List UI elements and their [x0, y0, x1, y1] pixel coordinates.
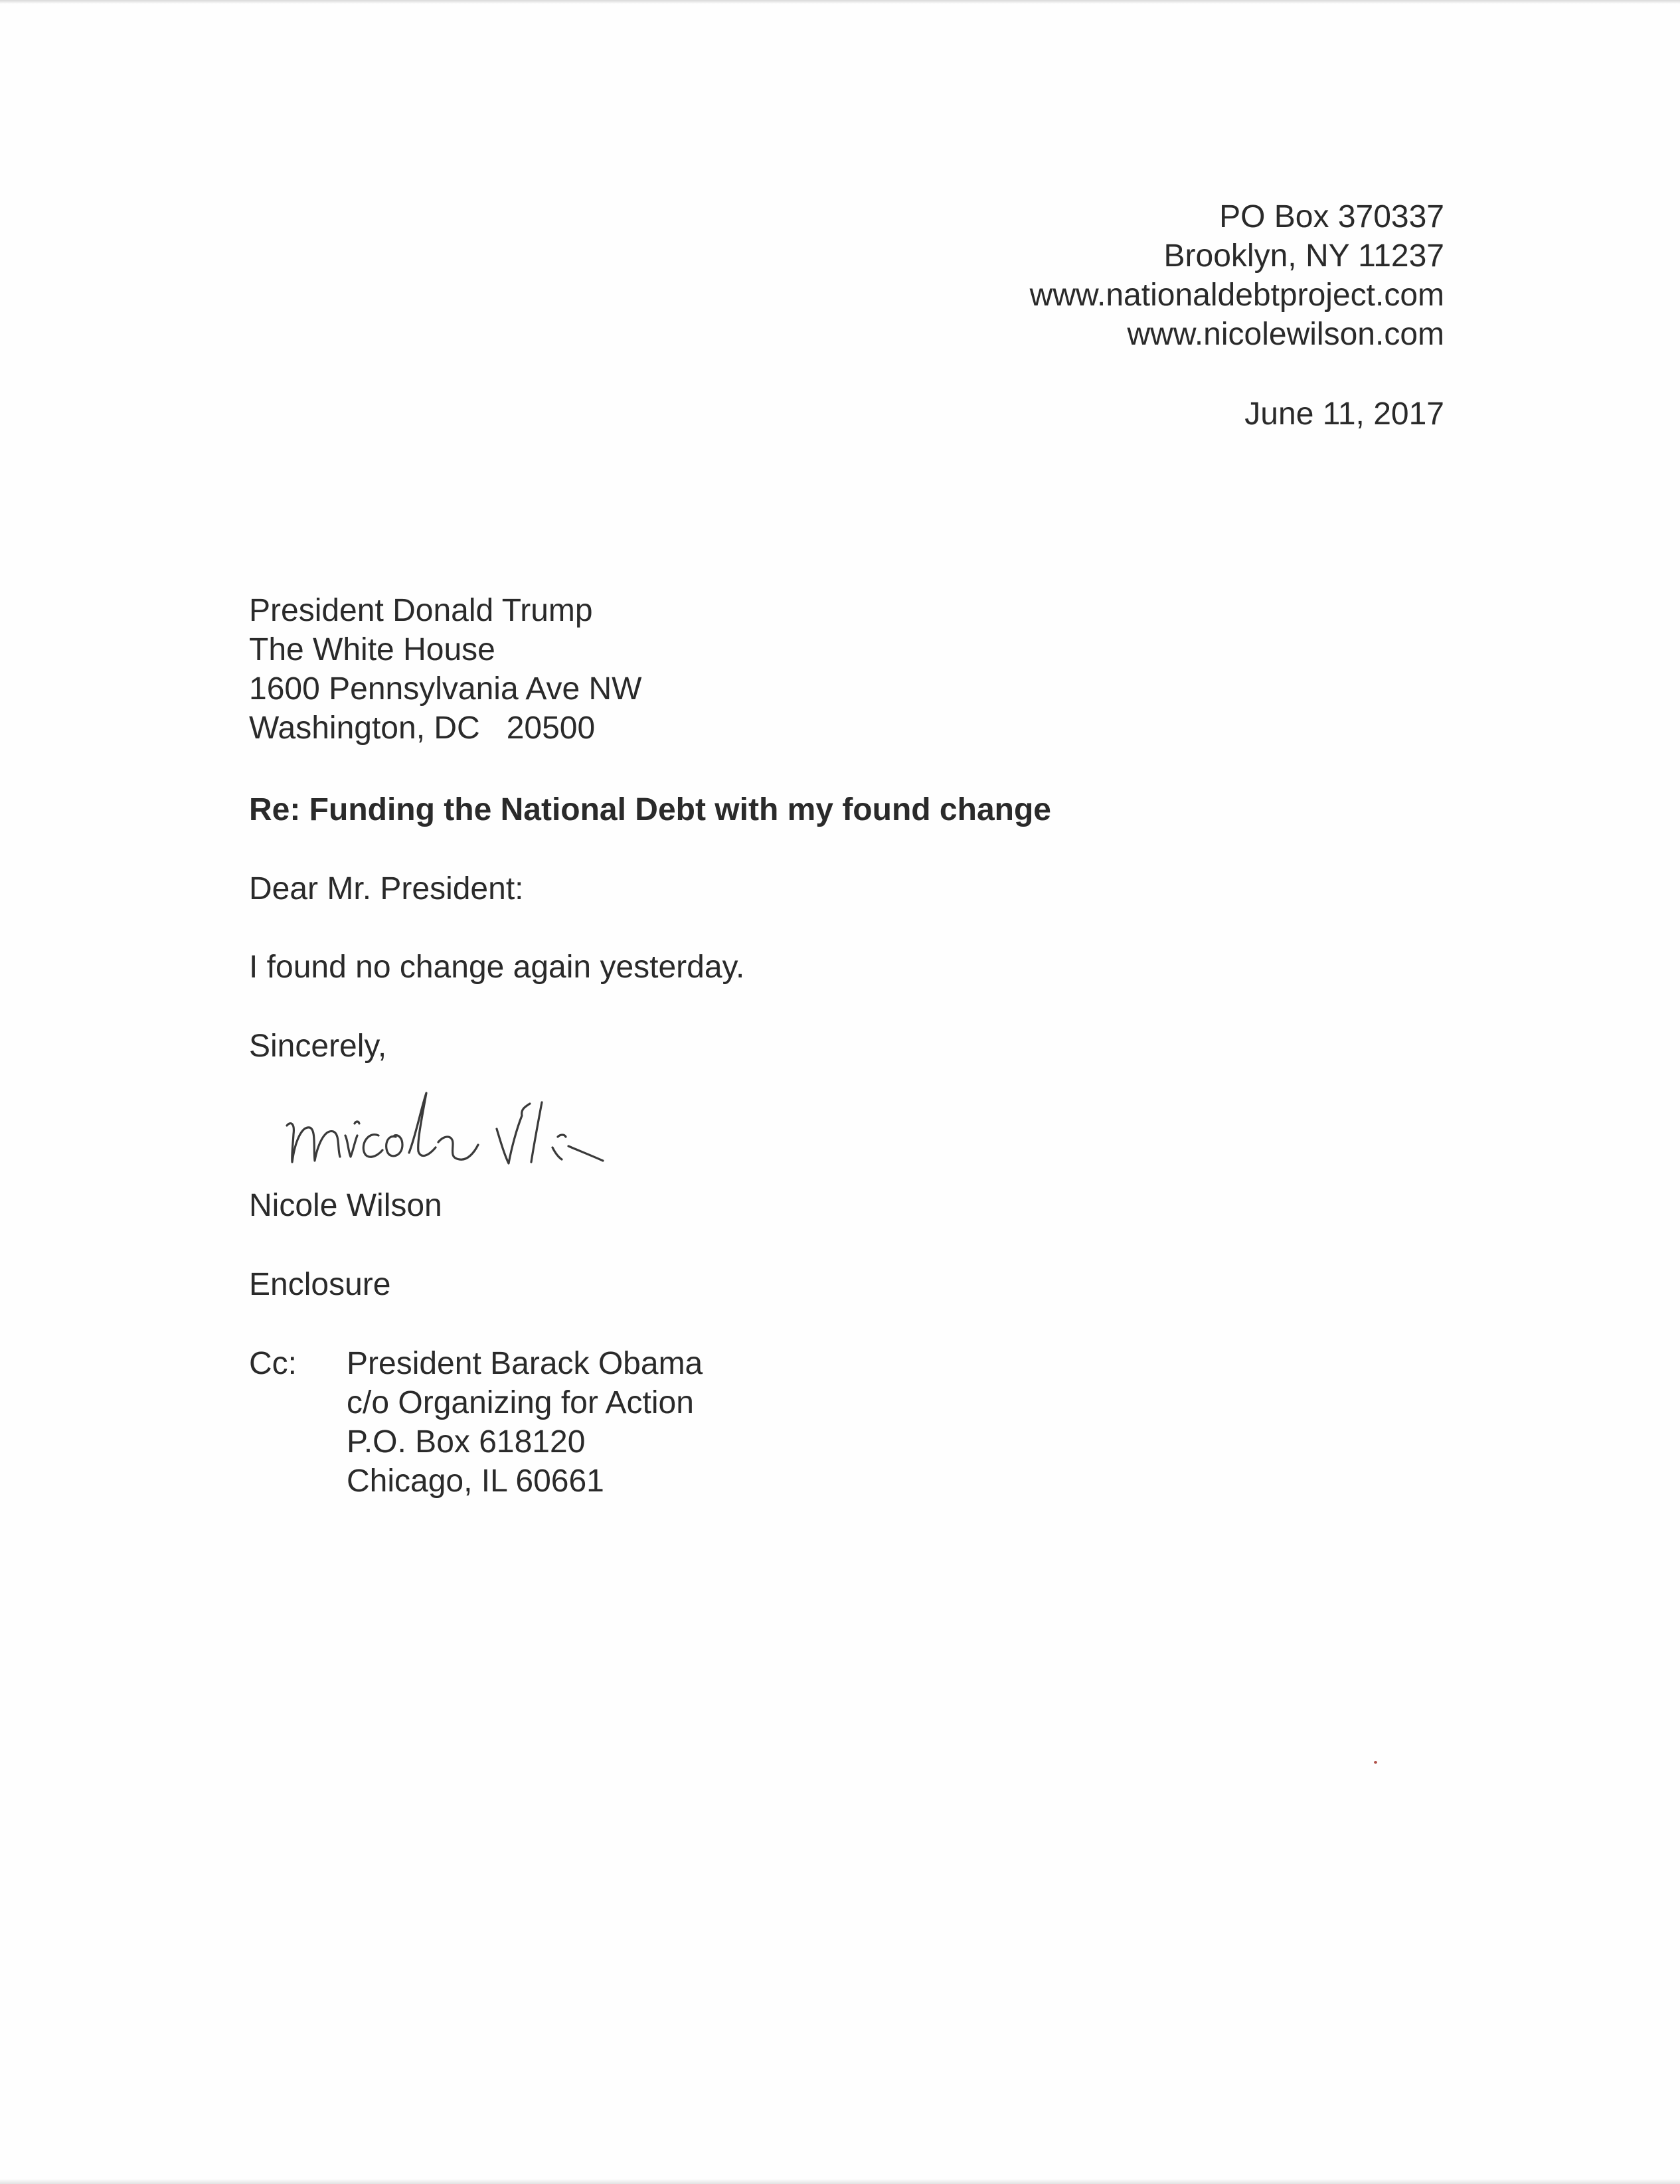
cc-address-line: P.O. Box 618120 [347, 1424, 586, 1460]
signer-name: Nicole Wilson [249, 1188, 442, 1223]
recipient-name: President Donald Trump [249, 593, 593, 628]
cc-name: President Barack Obama [347, 1346, 703, 1381]
sender-website-line: www.nationaldebtproject.com [1029, 278, 1444, 313]
closing: Sincerely, [249, 1029, 387, 1064]
sender-address-line: PO Box 370337 [1219, 199, 1444, 234]
cc-label: Cc: [249, 1346, 297, 1381]
sender-address [1030, 197, 1444, 354]
subject-line: Re: Funding the National Debt with my found change [249, 792, 1051, 827]
recipient-address-line: The White House [249, 632, 495, 667]
recipient-address-line: Washington, DC 20500 [249, 711, 596, 746]
scan-edge-bottom [0, 2179, 1680, 2184]
paper-speck [1374, 1761, 1377, 1764]
cc-address [347, 1344, 703, 1501]
scan-edge-top [0, 0, 1680, 4]
enclosure-note: Enclosure [249, 1267, 391, 1302]
cc-address-line: Chicago, IL 60661 [347, 1464, 604, 1499]
salutation: Dear Mr. President: [249, 871, 524, 906]
recipient-address-line: 1600 Pennsylvania Ave NW [249, 671, 642, 707]
handwritten-signature [279, 1062, 691, 1175]
sender-address-line: Brooklyn, NY 11237 [1163, 238, 1444, 274]
sender-website-line: www.nicolewilson.com [1127, 317, 1444, 352]
recipient-address [249, 591, 641, 748]
letter-body: I found no change again yesterday. [249, 950, 745, 985]
cc-address-line: c/o Organizing for Action [347, 1385, 694, 1420]
letter-date: June 11, 2017 [1244, 396, 1444, 432]
